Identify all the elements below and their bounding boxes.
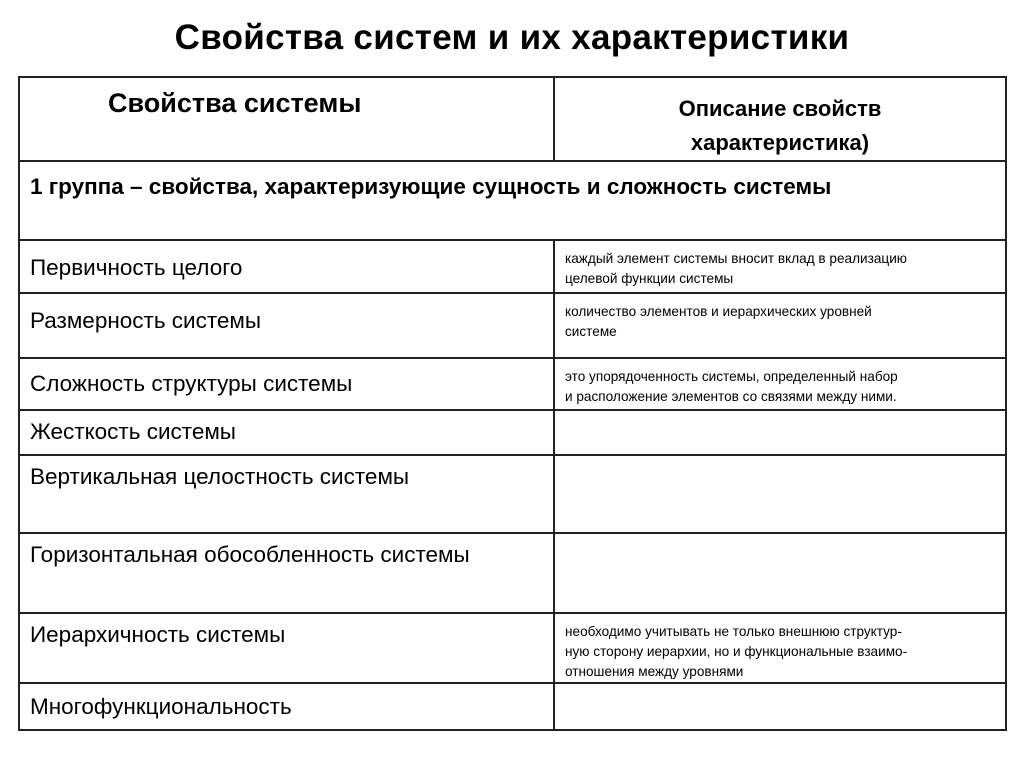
property-name: Иерархичность системы bbox=[19, 613, 554, 683]
property-name: Первичность целого bbox=[19, 240, 554, 293]
group-label: 1 группа – свойства, характеризующие сущность и сложность системы bbox=[19, 161, 1006, 240]
property-description bbox=[554, 683, 1006, 730]
property-name: Жесткость системы bbox=[19, 410, 554, 455]
page-title: Свойства систем и их характеристики bbox=[174, 18, 850, 57]
property-description: каждый элемент системы вносит вклад в реализацию целевой функции системы bbox=[554, 240, 1006, 293]
table-row bbox=[19, 683, 1006, 730]
property-name: Вертикальная целостность системы bbox=[19, 455, 554, 533]
property-description bbox=[554, 410, 1006, 455]
properties-table bbox=[18, 76, 1007, 731]
table-row bbox=[19, 455, 1006, 533]
property-name: Горизонтальная обособленность системы bbox=[19, 533, 554, 613]
table-row bbox=[19, 240, 1006, 293]
property-description: количество элементов и иерархических уровней системе bbox=[554, 293, 1006, 358]
table-row bbox=[19, 613, 1006, 683]
header-description: Описание свойств характеристика) bbox=[554, 77, 1006, 161]
table-row bbox=[19, 293, 1006, 358]
table-row bbox=[19, 533, 1006, 613]
property-description: это упорядоченность системы, определенный набор и расположение элементов со связями между ними. bbox=[554, 358, 1006, 410]
property-description: необходимо учитывать не только внешнюю структур- ную сторону иерархии, но и функциональные взаимо- отношения между уровнями bbox=[554, 613, 1006, 683]
header-properties: Свойства системы bbox=[19, 77, 554, 161]
property-description bbox=[554, 533, 1006, 613]
property-name: Размерность системы bbox=[19, 293, 554, 358]
group-row bbox=[19, 161, 1006, 240]
property-name: Многофункциональность bbox=[19, 683, 554, 730]
table-row bbox=[19, 358, 1006, 410]
property-description bbox=[554, 455, 1006, 533]
table-header-row bbox=[19, 77, 1006, 161]
table-row bbox=[19, 410, 1006, 455]
property-name: Сложность структуры системы bbox=[19, 358, 554, 410]
